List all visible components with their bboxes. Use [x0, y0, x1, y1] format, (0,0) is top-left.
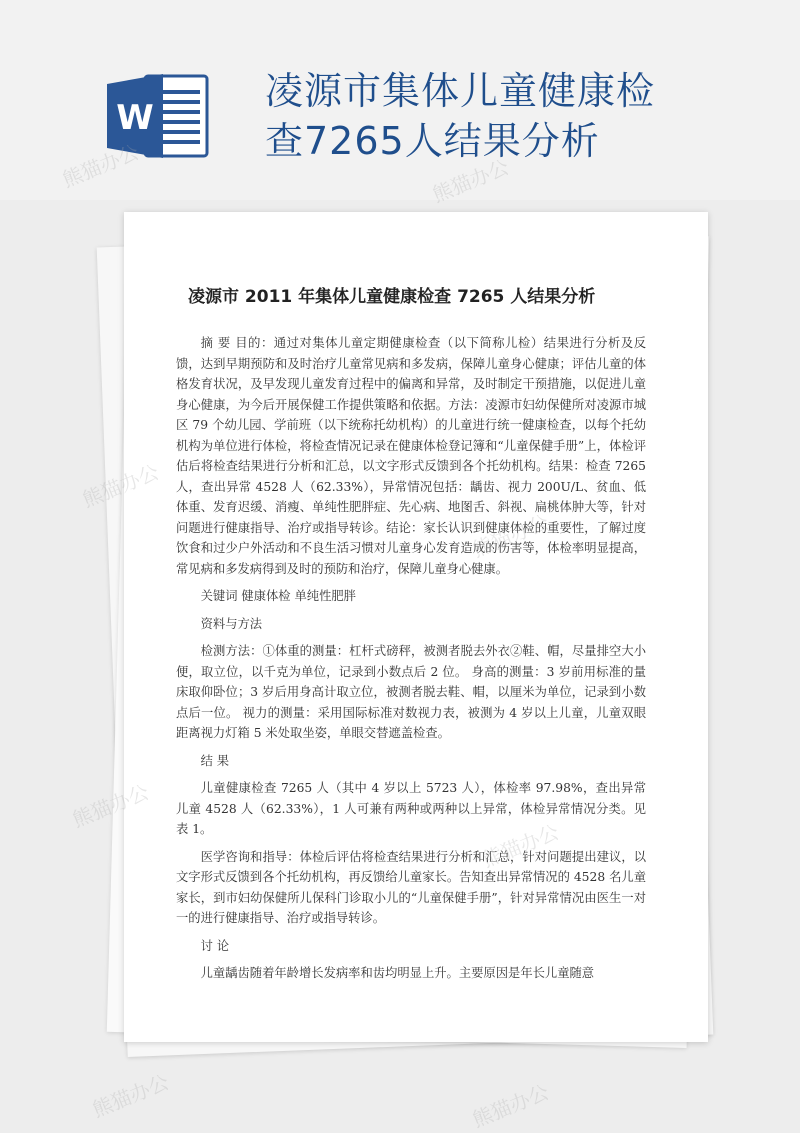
watermark: 熊猫办公 — [58, 139, 143, 193]
watermark: 熊猫办公 — [78, 459, 163, 513]
body-paragraph: 儿童龋齿随着年龄增长发病率和齿均明显上升。主要原因是年长儿童随意 — [200, 966, 595, 980]
body-paragraph: 摘 要 目的：通过对集体儿童定期健康检查（以下简称儿检）结果进行分析及反馈，达到早期预防和及时治疗儿童常见病和多发病，保障儿童身心健康；评估儿童的体格发育状况，及早发现儿童发育过程中的偏离和异常，及时制定干预措施，以促进儿童身心健康，为今后开展保健工作提供策略和依据。方法：凌源市妇幼保健所对凌源市城区 79 个幼儿园、学前班（以下统称托幼机构）的儿童进行统一健康检查，以每个托幼机构为单位进行体检，将检查情况记录在健康体检登记簿和“儿童保健手册”上，体检评估后将检查结果进行分析和汇总，以文字形式反馈到各个托幼机构。结果：检查 7265 人，查出异常 4528 人（62.33%），异常情况包括：龋齿、视力 200U/L、贫血、低体重、发育迟缓、消瘦、单纯性肥胖症、先心病、地图舌、斜视、扁桃体肿大等，针对问题进行健康指导、治疗或指导转诊。结论：家长认识到健康体检的重要性，了解过度饮食和过少户外活动和不良生活习惯对儿童身心发育造成的伤害等，体检率明显提高，常见病和多发病得到及时的预防和治疗，保障儿童身心健康。 — [176, 336, 646, 576]
banner-title — [265, 66, 785, 166]
section-heading: 资料与方法 — [200, 616, 263, 631]
section-heading: 结 果 — [200, 753, 230, 768]
body-paragraph: 医学咨询和指导：体检后评估将检查结果进行分析和汇总，针对问题提出建议，以文字形式反馈到各个托幼机构，再反馈给儿童家长。告知查出异常情况的 4528 名儿童家长，到市妇幼保健所儿保科门诊取小儿的“儿童保健手册”，针对异常情况由医生一对一的进行健康指导、治疗或指导转诊。 — [176, 849, 646, 925]
document-title: 凌源市 2011 年集体儿童健康检查 7265 人结果分析 — [188, 287, 596, 307]
document-page — [124, 212, 708, 1042]
document-body — [176, 326, 646, 984]
svg-text:W: W — [116, 98, 154, 138]
section-heading: 讨 论 — [200, 938, 230, 953]
watermark: 熊猫办公 — [468, 509, 553, 563]
watermark: 熊猫办公 — [478, 819, 563, 873]
banner-title-line1: 凌源市集体儿童健康检 — [265, 69, 656, 113]
watermark: 熊猫办公 — [88, 1069, 173, 1123]
watermark: 熊猫办公 — [68, 779, 153, 833]
body-paragraph: 儿童健康检查 7265 人（其中 4 岁以上 5723 人），体检率 97.98%，查出异常儿童 4528 人（62.33%），1 人可兼有两种或两种以上异常，体检异常情况分类。见表 1。 — [176, 781, 646, 836]
watermark: 熊猫办公 — [468, 1079, 553, 1133]
banner-title-line2: 查7265人结果分析 — [265, 119, 600, 163]
watermark: 熊猫办公 — [428, 154, 513, 208]
word-document-icon — [105, 68, 215, 164]
section-heading: 关键词 健康体检 单纯性肥胖 — [200, 589, 356, 603]
body-paragraph: 检测方法：①体重的测量：杠杆式磅秤，被测者脱去外衣②鞋、帽，尽量排空大小便，取立位，以千克为单位，记录到小数点后 2 位。 身高的测量：3 岁前用标准的量床取仰卧位；3 岁后用身高计取立位，被测者脱去鞋、帽，以厘米为单位，记录到小数点后一位。 视力的测量：采用国际标准对数视力表，被测为 4 岁以上儿童，儿童双眼距离视力灯箱 5 米处取坐姿，单眼交替遮盖检查。 — [176, 644, 646, 740]
